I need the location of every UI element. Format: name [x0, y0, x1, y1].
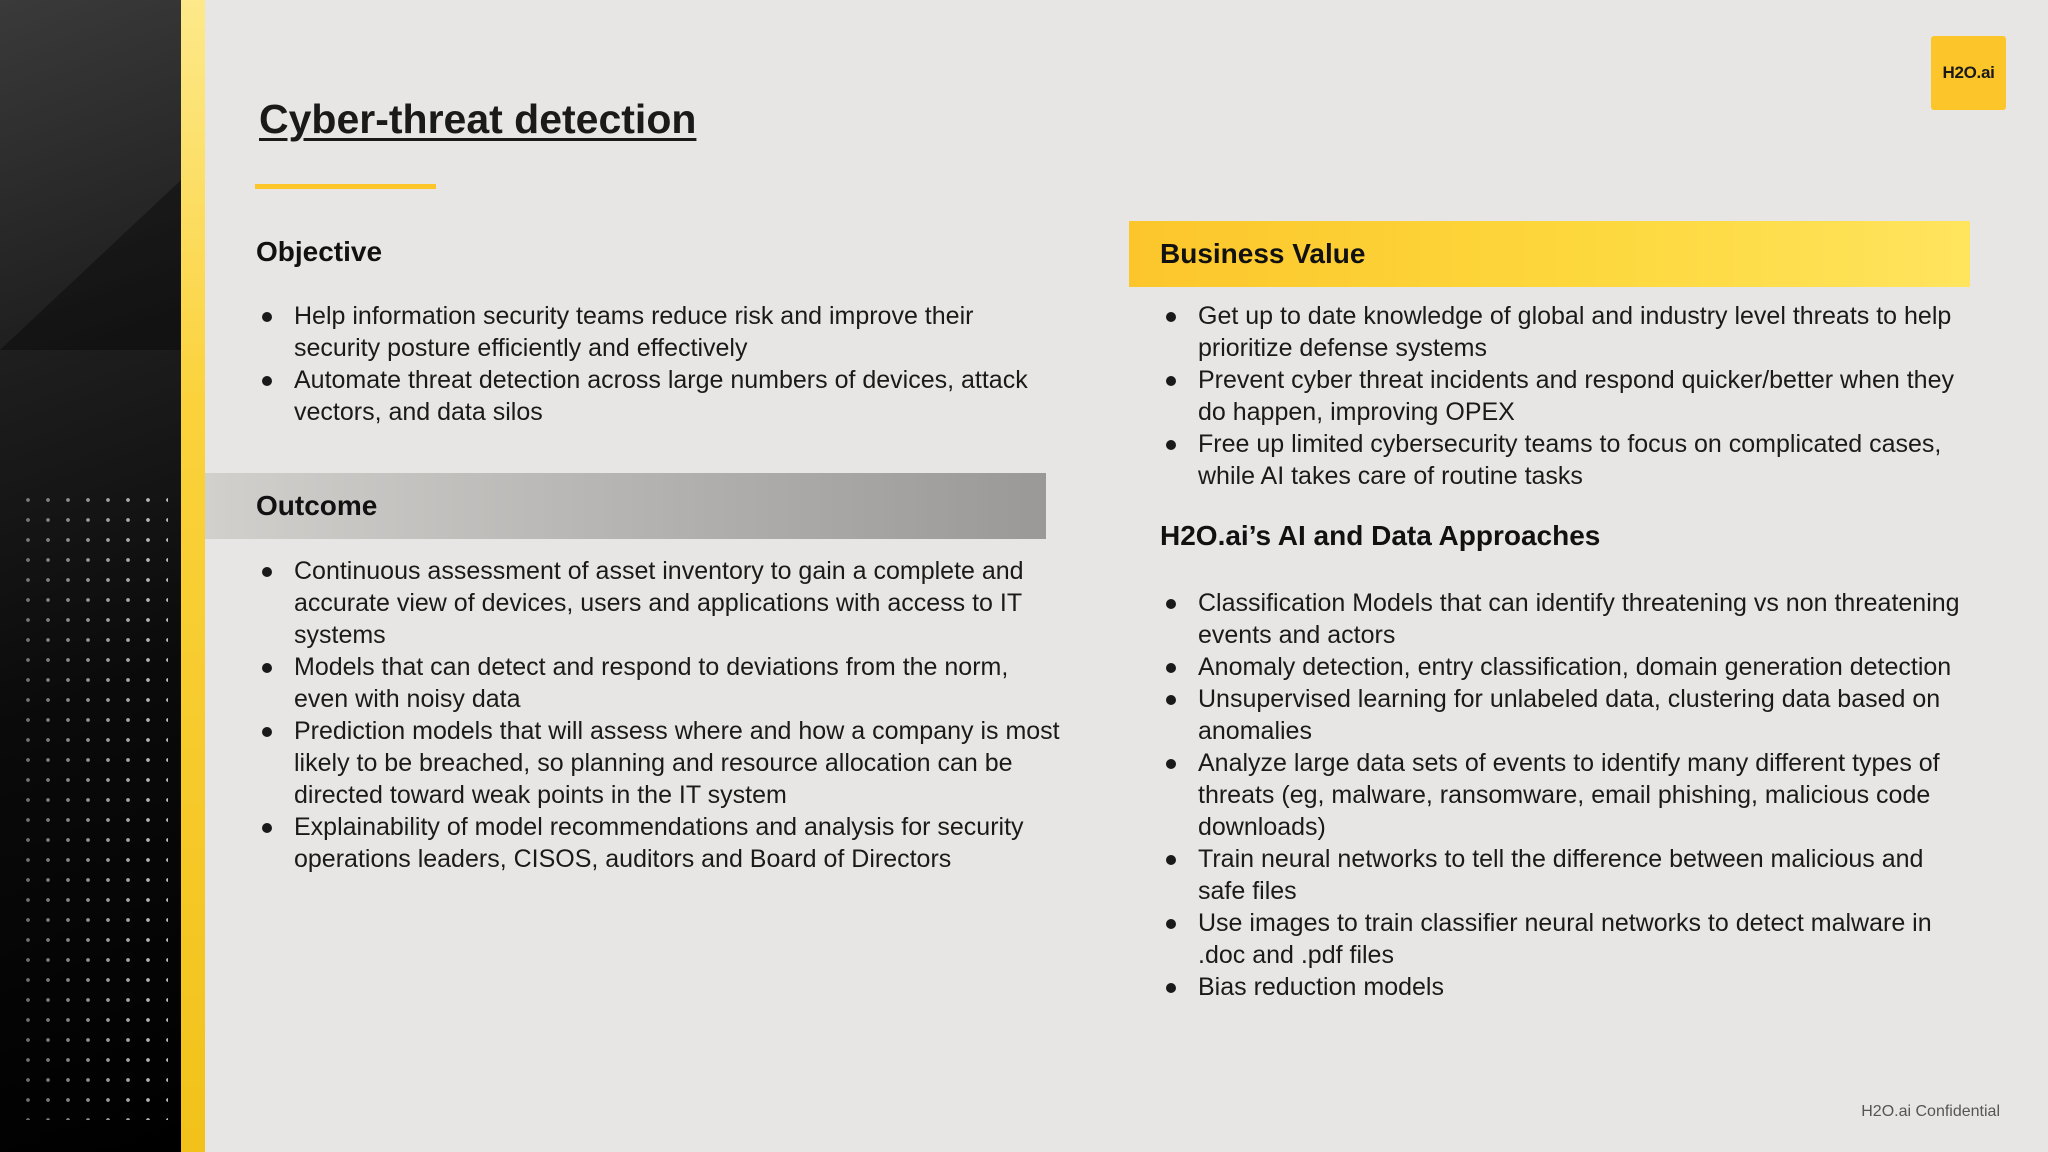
approaches-list	[1160, 587, 1970, 1003]
accent-stripe	[181, 0, 205, 1152]
outcome-heading: Outcome	[256, 490, 378, 521]
list-item: Get up to date knowledge of global and industry level threats to help prioritize defense systems	[1160, 300, 1970, 364]
list-item: Train neural networks to tell the difference between malicious and safe files	[1160, 843, 1970, 907]
business-value-band	[1129, 221, 1970, 287]
list-item: Bias reduction models	[1160, 971, 1970, 1003]
outcome-band	[205, 473, 1046, 539]
confidential-footer: H2O.ai Confidential	[1861, 1103, 2000, 1120]
objective-list	[256, 300, 1056, 428]
list-item: Automate threat detection across large numbers of devices, attack vectors, and data silos	[256, 364, 1056, 428]
list-item: Classification Models that can identify threatening vs non threatening events and actors	[1160, 587, 1970, 651]
business-value-list	[1160, 300, 1970, 492]
objective-heading: Objective	[256, 236, 383, 267]
list-item: Prediction models that will assess where and how a company is most likely to be breached, so planning and resource allocation can be directed toward weak points in the IT system	[256, 715, 1066, 811]
business-value-heading: Business Value	[1160, 238, 1366, 269]
list-item: Unsupervised learning for unlabeled data, clustering data based on anomalies	[1160, 683, 1970, 747]
title-underline-rule	[255, 184, 436, 189]
list-item: Anomaly detection, entry classification, domain generation detection	[1160, 651, 1970, 683]
list-item: Free up limited cybersecurity teams to focus on complicated cases, while AI takes care of routine tasks	[1160, 428, 1970, 492]
outcome-list	[256, 555, 1066, 875]
list-item: Prevent cyber threat incidents and respond quicker/better when they do happen, improving OPEX	[1160, 364, 1970, 428]
approaches-heading: H2O.ai’s AI and Data Approaches	[1160, 520, 1601, 551]
list-item: Use images to train classifier neural networks to detect malware in .doc and .pdf files	[1160, 907, 1970, 971]
list-item: Help information security teams reduce risk and improve their security posture efficiently and effectively	[256, 300, 1056, 364]
list-item: Explainability of model recommendations and analysis for security operations leaders, CISOS, auditors and Board of Directors	[256, 811, 1066, 875]
list-item: Models that can detect and respond to deviations from the norm, even with noisy data	[256, 651, 1066, 715]
page-title: Cyber-threat detection	[259, 96, 697, 142]
h2o-logo: H2O.ai	[1931, 36, 2006, 110]
side-band-facet	[0, 180, 181, 350]
list-item: Analyze large data sets of events to identify many different types of threats (eg, malware, ransomware, email phishing, malicious code downloads)	[1160, 747, 1970, 843]
list-item: Continuous assessment of asset inventory to gain a complete and accurate view of devices, users and applications with access to IT systems	[256, 555, 1066, 651]
dot-pattern	[18, 490, 168, 1120]
decorative-side-band	[0, 0, 181, 1152]
